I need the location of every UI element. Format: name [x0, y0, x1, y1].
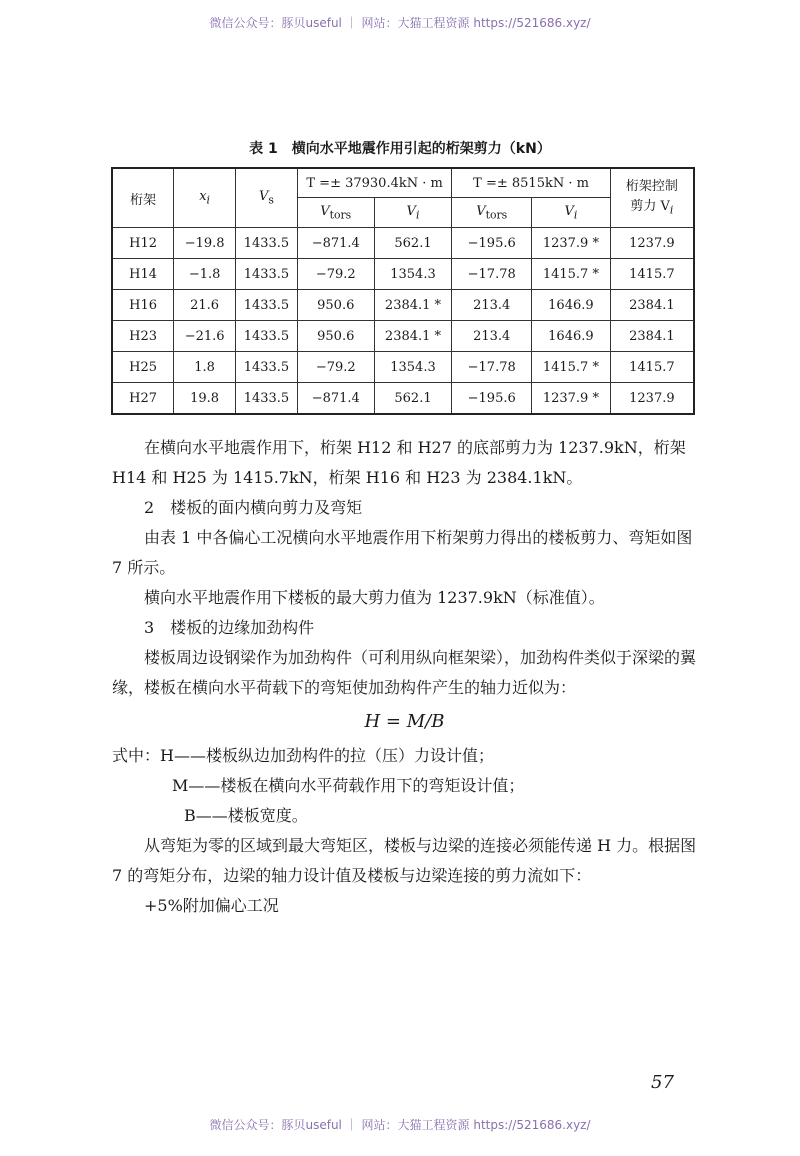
table-row: [112, 259, 694, 290]
table-cell: 1415.7: [610, 352, 694, 383]
paragraph-stiffener: 楼板周边设钢梁作为加劲构件（可利用纵向框架梁），加劲构件类似于深梁的翼缘，楼板在横向水平荷载下的弯矩使加劲构件产生的轴力近似为：: [112, 648, 697, 697]
table-cell: 2384.1: [610, 290, 694, 321]
table-cell: 1415.7 *: [532, 352, 611, 383]
table-cell: 1415.7 *: [532, 259, 611, 290]
table-cell: H23: [112, 321, 174, 352]
paragraph-shear-result: 在横向水平地震作用下，桁架 H12 和 H27 的底部剪力为 1237.9kN，桁架 H14 和 H25 为 1415.7kN，桁架 H16 和 H23 为 2384.1kN。: [112, 438, 686, 487]
paragraph-slab-shear: 由表 1 中各偏心工况横向水平地震作用下桁架剪力得出的楼板剪力、弯矩如图 7 所示。: [112, 528, 693, 577]
header-vi-2: $V_i$: [532, 198, 611, 228]
definition-h: 式中：H——楼板纵边加劲构件的拉（压）力设计值；: [112, 746, 494, 765]
header-vs: $V_s$: [236, 168, 298, 228]
table-cell: 19.8: [174, 383, 236, 415]
section-heading-3: 3 楼板的边缘加劲构件: [144, 618, 315, 637]
table-cell: 1354.3: [374, 259, 452, 290]
table-cell: H27: [112, 383, 174, 415]
table-cell: 1237.9 *: [532, 383, 611, 415]
table-cell: 213.4: [452, 290, 532, 321]
section-heading-2: 2 楼板的面内横向剪力及弯矩: [144, 498, 363, 517]
header-truss: 桁架: [112, 168, 174, 228]
header-control-shear: 桁架控制 剪力 $V_i$: [610, 168, 694, 228]
table-cell: −195.6: [452, 383, 532, 415]
table-cell: 213.4: [452, 321, 532, 352]
table-cell: −871.4: [297, 228, 374, 259]
definition-m: M——楼板在横向水平荷载作用下的弯矩设计值；: [172, 776, 525, 795]
table-cell: 21.6: [174, 290, 236, 321]
table-cell: 1237.9: [610, 383, 694, 415]
header-vtors-2: $V_{tors}$: [452, 198, 532, 228]
table-cell: −195.6: [452, 228, 532, 259]
table-cell: 1433.5: [236, 321, 298, 352]
table-caption-number: 表 1: [249, 141, 278, 157]
table-cell: −1.8: [174, 259, 236, 290]
table-row: [112, 352, 694, 383]
paragraph-eccentric-case: +5%附加偏心工况: [144, 896, 279, 915]
table-cell: −871.4: [297, 383, 374, 415]
table-cell: 1646.9: [532, 290, 611, 321]
table-caption: [0, 138, 800, 158]
header-group-2: T =± 8515kN · m: [452, 168, 610, 198]
table-cell: 1433.5: [236, 352, 298, 383]
paragraph-shear-flow: 从弯矩为零的区域到最大弯矩区，楼板与边梁的连接必须能传递 H 力。根据图 7 的弯矩分布，边梁的轴力设计值及楼板与边梁连接的剪力流如下：: [112, 836, 697, 885]
definition-b: B——楼板宽度。: [184, 806, 308, 825]
body-text: [112, 433, 697, 921]
table-cell: −17.78: [452, 352, 532, 383]
table-cell: 562.1: [374, 228, 452, 259]
table-cell: 1237.9: [610, 228, 694, 259]
page-number: 57: [651, 1072, 674, 1093]
table-cell: 1.8: [174, 352, 236, 383]
table-cell: −17.78: [452, 259, 532, 290]
table-cell: 1433.5: [236, 259, 298, 290]
table-cell: 2384.1 *: [374, 321, 452, 352]
table-cell: 2384.1: [610, 321, 694, 352]
paragraph-max-shear: 横向水平地震作用下楼板的最大剪力值为 1237.9kN（标准值）。: [144, 588, 605, 607]
table-cell: 950.6: [297, 290, 374, 321]
table-cell: 1433.5: [236, 290, 298, 321]
table-cell: −79.2: [297, 352, 374, 383]
table-cell: −21.6: [174, 321, 236, 352]
table-cell: 1433.5: [236, 228, 298, 259]
table-cell: 1433.5: [236, 383, 298, 415]
table-cell: 562.1: [374, 383, 452, 415]
table-cell: 1354.3: [374, 352, 452, 383]
formula: H = M/B: [364, 711, 445, 732]
header-vtors-1: $V_{tors}$: [297, 198, 374, 228]
table-cell: H12: [112, 228, 174, 259]
watermark-bottom: 微信公众号：豚贝useful ｜ 网站：大猫工程资源 https://521686.xyz/: [209, 1118, 591, 1132]
table-row: [112, 383, 694, 415]
table-cell: 1415.7: [610, 259, 694, 290]
table-cell: −79.2: [297, 259, 374, 290]
truss-shear-table: [111, 167, 695, 415]
table-cell: −19.8: [174, 228, 236, 259]
header-group-1: T =± 37930.4kN · m: [297, 168, 451, 198]
table-cell: H16: [112, 290, 174, 321]
table-cell: 2384.1 *: [374, 290, 452, 321]
table-row: [112, 228, 694, 259]
table-cell: 950.6: [297, 321, 374, 352]
table-caption-title: 横向水平地震作用引起的桁架剪力（kN）: [291, 141, 551, 157]
table-row: [112, 290, 694, 321]
watermark-top: 微信公众号：豚贝useful ｜ 网站：大猫工程资源 https://521686.xyz/: [209, 16, 591, 30]
table-row: [112, 321, 694, 352]
table-cell: 1237.9 *: [532, 228, 611, 259]
header-vi-1: $V_i$: [374, 198, 452, 228]
table-cell: H25: [112, 352, 174, 383]
table-cell: 1646.9: [532, 321, 611, 352]
table-cell: H14: [112, 259, 174, 290]
header-xi: $x_i$: [174, 168, 236, 228]
